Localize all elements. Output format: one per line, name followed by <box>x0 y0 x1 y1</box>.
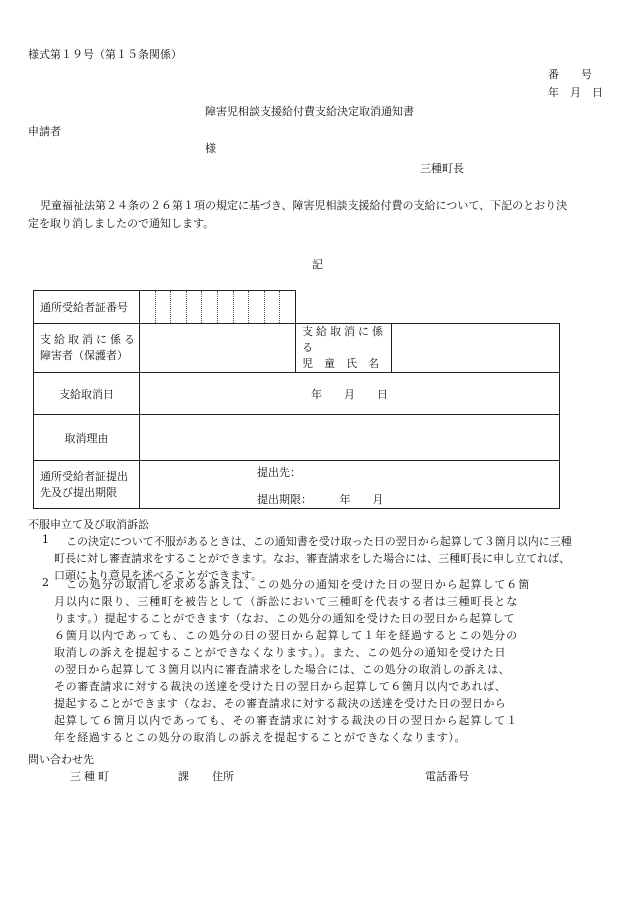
submit-to: 提出先： <box>257 466 301 479</box>
submission-field[interactable] <box>140 461 560 509</box>
cert-digit-cell <box>140 291 155 323</box>
cancel-date-label-text: 支給取消日 <box>59 387 114 401</box>
contact-phone: 電話番号 <box>425 770 469 783</box>
appeal-item2-num: 2 <box>42 576 49 589</box>
body-text-line2: 定を取り消しましたので通知します。 <box>28 217 215 230</box>
child-name-label-1: 支給取消に係る <box>302 325 386 354</box>
submission-label-1: 通所受給者証提出 <box>40 469 128 483</box>
appeal-item2-line: その審査請求に対する裁決の送達を受けた日の翌日から起算して６箇月以内であれば、 <box>54 680 507 693</box>
child-name-label-2: 児 童 氏 名 <box>302 357 379 370</box>
submit-deadline: 提出期限： 年 月 <box>257 493 384 506</box>
appeal-item1-line: 町長に対し審査請求をすることができます。なお、審査請求をした場合には、三種町長に申し立てれば、 <box>54 552 571 565</box>
date-label: 年 月 日 <box>548 86 603 99</box>
cert-digit-cell <box>233 291 249 323</box>
appeal-item2-line: 提起することができます（なお、その審査請求に対する裁決の送達を受けた日の翌日から <box>54 697 506 710</box>
cert-digit-cell <box>186 291 202 323</box>
appeal-item2-line: 取消しの訴えを提起することができなくなります。）。また、この処分の通知を受けた日 <box>54 646 507 659</box>
cert-number-label-text: 通所受給者証番号 <box>40 301 128 314</box>
cert-number-label <box>34 291 140 324</box>
appeal-item1-num: 1 <box>42 533 49 546</box>
form-number: 様式第１９号（第１５条関係） <box>28 48 182 61</box>
appeal-heading: 不服申立て及び取消訴訟 <box>28 518 149 531</box>
cert-digit-cell <box>201 291 217 323</box>
ki-label: 記 <box>312 258 323 271</box>
cert-digit-cell <box>279 291 295 323</box>
disabled-person-label-2: 障害者（保護者） <box>40 349 128 362</box>
document-title: 障害児相談支援給付費支給決定取消通知書 <box>205 105 414 118</box>
honorific: 様 <box>205 142 216 155</box>
cert-digit-cell <box>264 291 280 323</box>
blank-area <box>296 291 560 324</box>
child-name-field[interactable] <box>392 324 560 373</box>
disabled-person-label <box>34 324 140 373</box>
appeal-item2-line: この処分の取消しを求める訴えは、この処分の通知を受けた日の翌日から起算して６箇 <box>66 578 531 591</box>
submission-label-2: 先及び提出期限 <box>40 485 117 499</box>
cert-digit-cell <box>217 291 233 323</box>
issuer-name: 三種町長 <box>420 162 464 175</box>
contact-address: 住所 <box>212 770 234 783</box>
reason-label <box>34 415 140 461</box>
child-name-label <box>296 324 392 373</box>
contact-section: 課 <box>178 770 189 783</box>
cert-digit-cell <box>248 291 264 323</box>
cancel-date-value: 年 月 日 <box>311 387 388 401</box>
appeal-item2-line: 起算して６箇月以内であっても、その審査請求に対する裁決の日の翌日から起算して１ <box>54 714 518 727</box>
reason-label-text: 取消理由 <box>64 431 109 445</box>
cert-digit-cell <box>155 291 171 323</box>
cert-number-cells[interactable] <box>140 291 296 324</box>
cancellation-form-table <box>33 290 560 509</box>
appeal-item2-line: 年を経過するとこの処分の取消しの訴えを提起することができなくなります）。 <box>54 731 467 744</box>
disabled-person-field[interactable] <box>140 324 296 373</box>
body-text-line1: 児童福祉法第２４条の２６第１項の規定に基づき、障害児相談支援給付費の支給について、下記のとおり決 <box>40 199 568 212</box>
appeal-item2-line: ６箇月以内であっても、この処分の日の翌日から起算して１年を経過するとこの処分の <box>54 629 518 642</box>
appeal-item2-line: ります。）提起することができます（なお、この処分の通知を受けた日の翌日から起算して <box>54 612 516 625</box>
appeal-item2-line: 月以内に限り、三種町を被告として（訴訟において三種町を代表する者は三種町長とな <box>54 595 519 608</box>
appeal-item2-line: の翌日から起算して３箇月以内に審査請求をした場合には、この処分の取消しの訴えは、 <box>54 663 510 676</box>
appeal-item1-line: 口頭により意見を述べることができます。 <box>54 569 263 582</box>
disabled-person-label-1: 支給取消に係る <box>40 333 138 346</box>
cancel-date-field[interactable] <box>140 373 560 415</box>
contact-town: 三種町 <box>70 770 112 783</box>
reason-field[interactable] <box>140 415 560 461</box>
cancel-date-label <box>34 373 140 415</box>
cert-digit-cell <box>170 291 186 323</box>
submission-label <box>34 461 140 509</box>
document-number-label: 番 号 <box>548 68 592 81</box>
applicant-label: 申請者 <box>28 125 61 138</box>
contact-heading: 問い合わせ先 <box>28 753 94 766</box>
appeal-item1-line: この決定について不服があるときは、この通知書を受け取った日の翌日から起算して３箇月以内に三種 <box>66 535 572 548</box>
